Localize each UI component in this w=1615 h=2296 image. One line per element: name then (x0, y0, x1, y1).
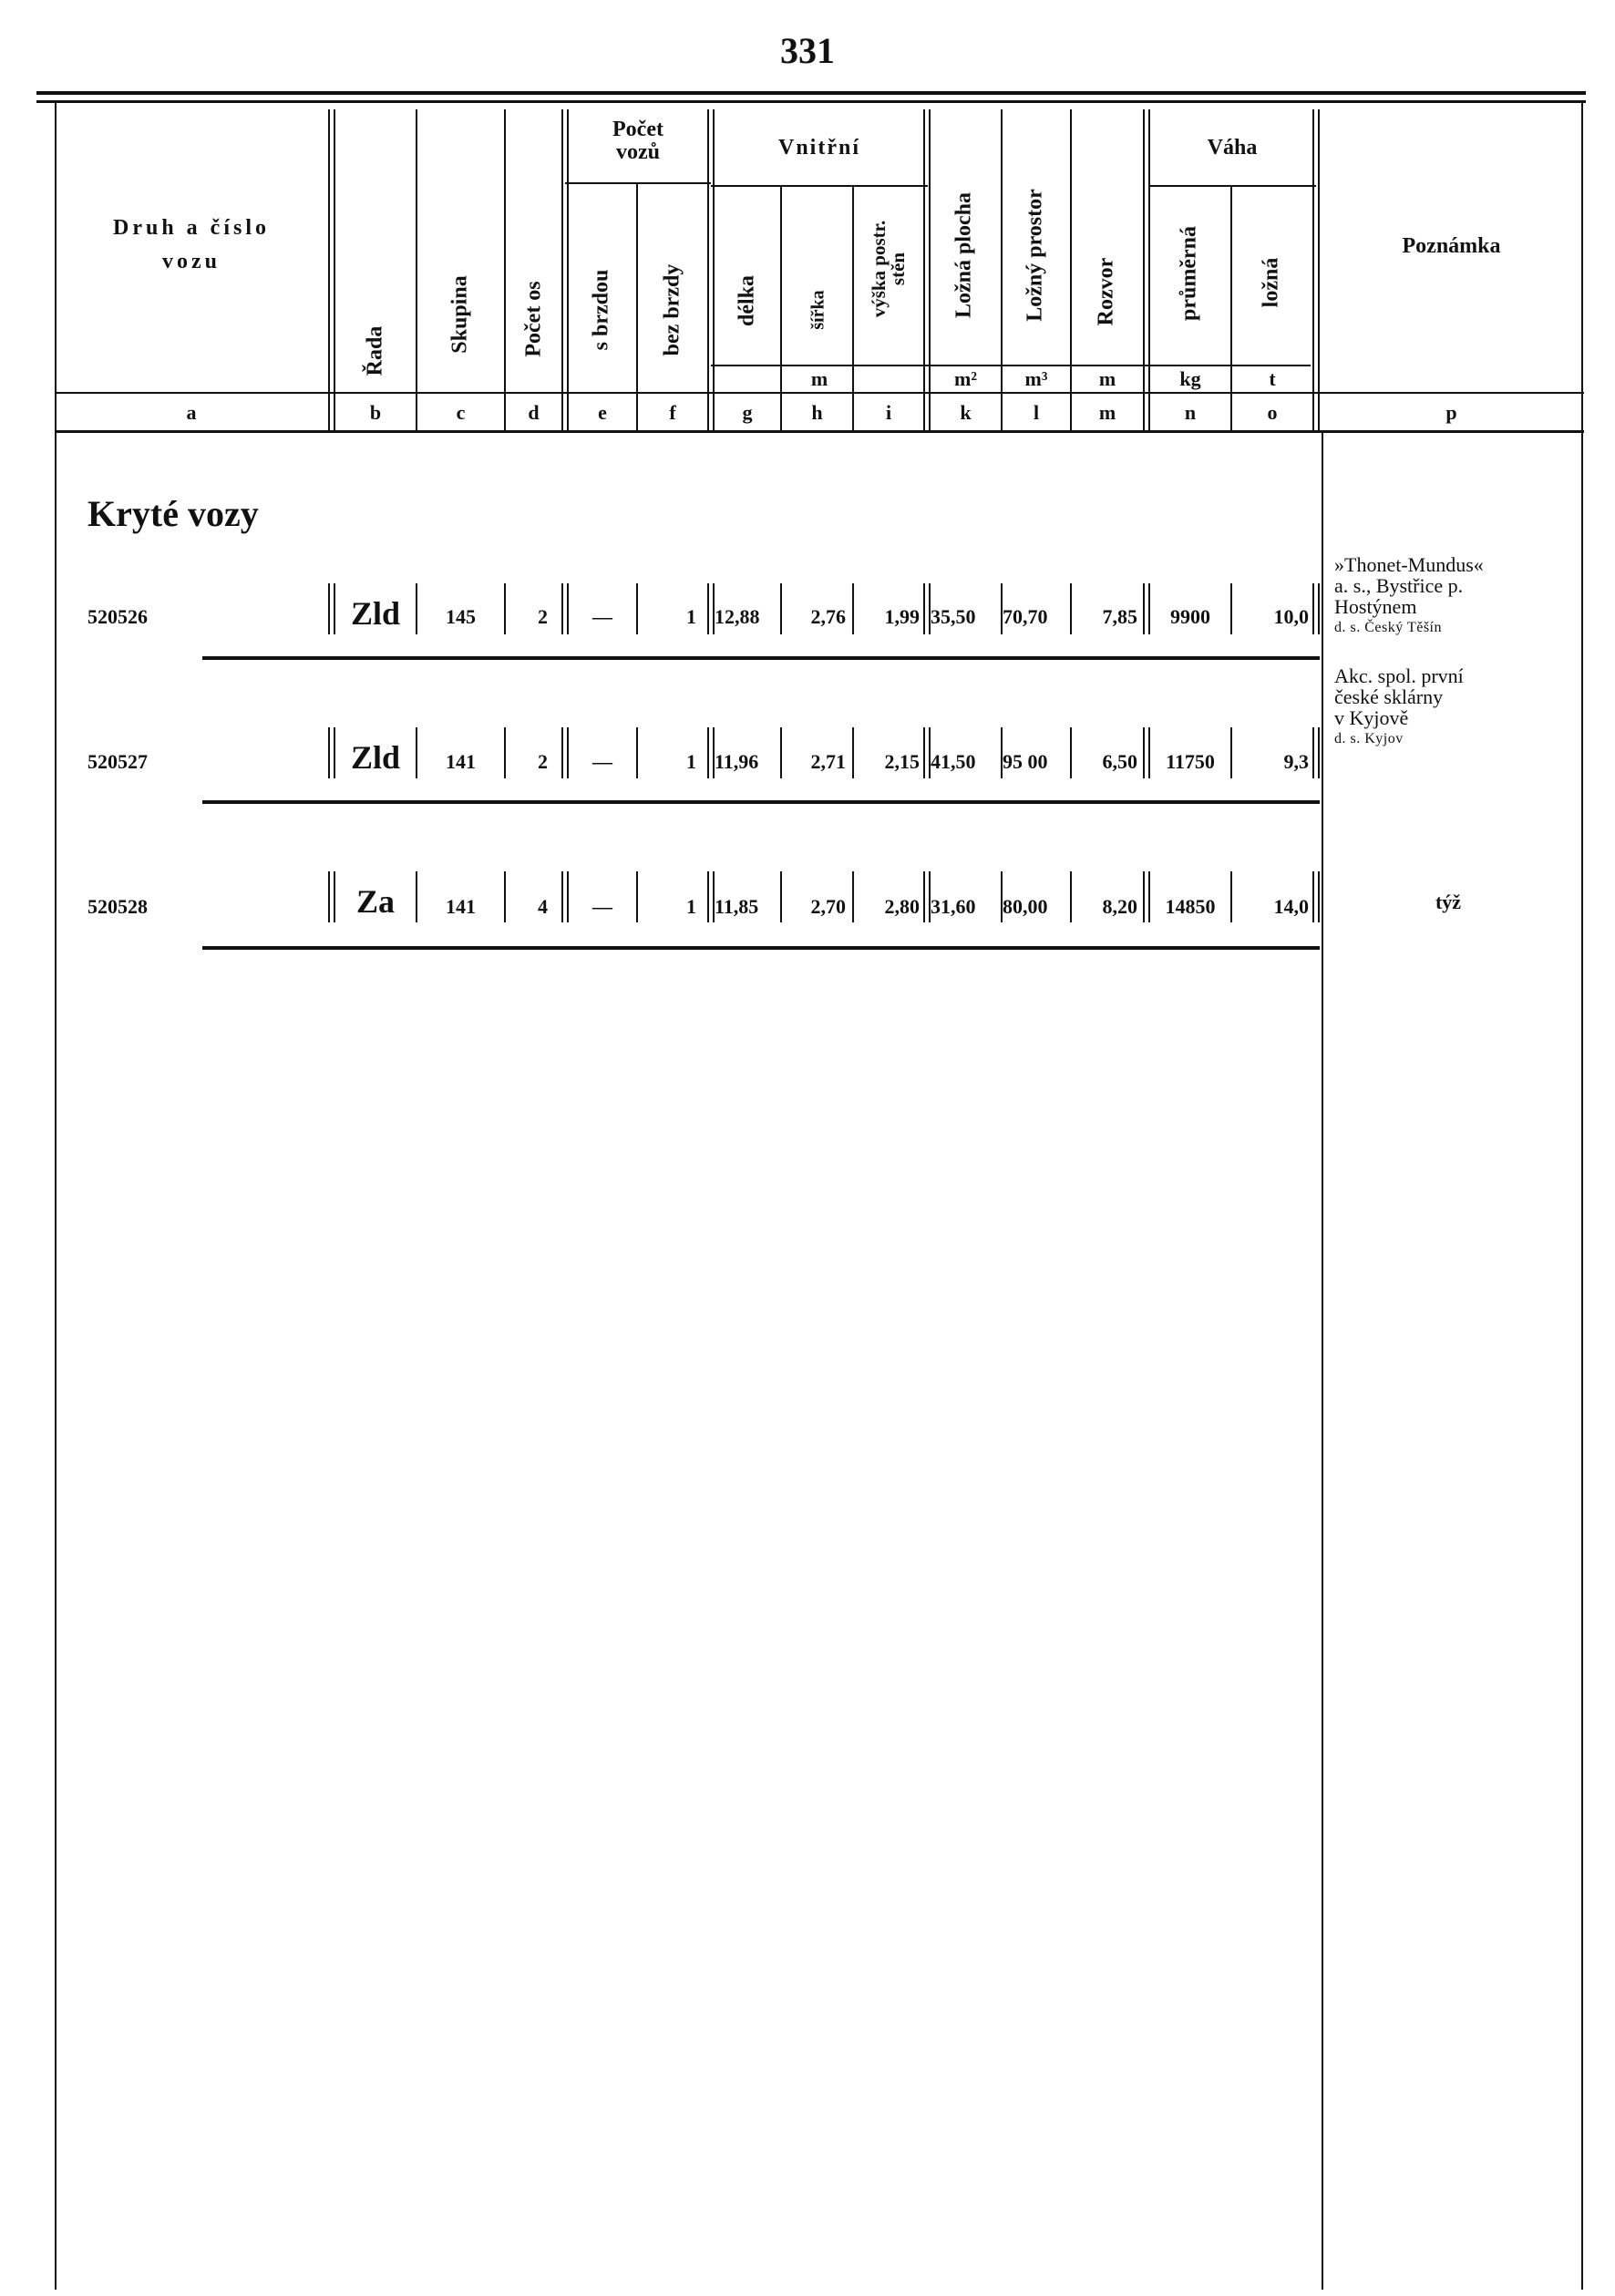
row-id: 520527 (87, 750, 148, 773)
osy: 4 (538, 895, 548, 918)
vline (1143, 109, 1145, 430)
note-2: Akc. spol. první české sklárny v Kyjově d. s. Kyjov (1334, 664, 1464, 747)
row-rule (202, 946, 1320, 950)
sirka: 2,76 (810, 605, 846, 628)
header-pocet-vozu: Počet vozů (612, 118, 663, 165)
vyska: 2,15 (884, 750, 920, 773)
note-3: týž (1435, 891, 1462, 913)
bez-brzdy: 1 (686, 750, 696, 773)
header-druh: Druh a číslo vozu (112, 216, 270, 274)
unit-vnitrni: m (810, 367, 828, 390)
vyska: 2,80 (884, 895, 920, 918)
rule-units (711, 365, 1311, 366)
row-id: 520528 (87, 895, 148, 918)
header-vaha: Váha (1207, 136, 1258, 160)
lozna: 10,0 (1273, 605, 1309, 628)
delka: 11,85 (715, 895, 759, 918)
rozvor: 7,85 (1102, 605, 1137, 628)
vline (852, 185, 854, 430)
vline (561, 109, 563, 430)
header-sirka: šířka (808, 290, 828, 330)
header-skupina: Skupina (447, 275, 472, 354)
section-title: Kryté vozy (87, 493, 259, 534)
vline (328, 109, 330, 430)
skupina: 141 (446, 750, 476, 773)
unit-lozna: t (1269, 367, 1276, 390)
bez-brzdy: 1 (686, 895, 696, 918)
letter-d: d (528, 401, 540, 424)
vline (504, 109, 506, 430)
s-brzdou: — (592, 895, 612, 918)
letter-i: i (885, 401, 892, 424)
prostor: 80,00 (1003, 895, 1048, 918)
skupina: 145 (446, 605, 476, 628)
header-s-brzdou: s brzdou (589, 269, 613, 351)
plocha: 31,60 (931, 895, 976, 918)
rule-letters-bottom (55, 430, 1584, 433)
vyska: 1,99 (884, 605, 920, 628)
letter-b: b (369, 401, 382, 424)
vline (707, 109, 709, 430)
page-number: 331 (780, 30, 835, 71)
row-rule (202, 800, 1320, 804)
unit-prostor: m³ (1024, 367, 1048, 390)
top-rule-1 (36, 91, 1586, 95)
vline (334, 109, 335, 430)
header-delka: délka (735, 274, 759, 327)
letter-o: o (1267, 401, 1278, 424)
plocha: 35,50 (931, 605, 976, 628)
unit-plocha: m² (954, 367, 977, 390)
sirka: 2,71 (810, 750, 846, 773)
delka: 12,88 (715, 605, 760, 628)
letter-l: l (1033, 401, 1040, 424)
rozvor: 8,20 (1102, 895, 1137, 918)
header-vnitrni: Vnitřní (777, 136, 860, 160)
header-lozny-prostor: Ložný prostor (1023, 189, 1047, 322)
letter-e: e (598, 401, 607, 424)
rule-vaha (1148, 185, 1316, 187)
unit-rozvor: m (1098, 367, 1116, 390)
vline (780, 185, 782, 430)
rada: Zld (350, 595, 401, 632)
rada: Zld (350, 739, 401, 776)
header-vyska: výška postr. stěn (868, 220, 909, 318)
plocha: 41,50 (931, 750, 976, 773)
letter-a: a (186, 401, 197, 424)
letter-g: g (742, 401, 753, 424)
header-poznamka: Poznámka (1402, 234, 1501, 258)
header-bez-brzdy: bez brzdy (660, 263, 684, 356)
header-pocet-os: Počet os (521, 281, 546, 357)
vline (636, 182, 638, 430)
letter-h: h (811, 401, 823, 424)
lozna: 9,3 (1283, 750, 1309, 773)
s-brzdou: — (592, 605, 612, 628)
row-rule (202, 656, 1320, 660)
delka: 11,96 (715, 750, 759, 773)
osy: 2 (538, 605, 548, 628)
header-lozna: ložná (1259, 257, 1283, 308)
rule-header-bottom (55, 392, 1584, 394)
skupina: 141 (446, 895, 476, 918)
header-prumerna: průměrná (1177, 226, 1201, 321)
row-id: 520526 (87, 605, 148, 628)
unit-prumerna: kg (1179, 367, 1201, 390)
letter-k: k (960, 401, 972, 424)
vline (1230, 185, 1232, 430)
letter-f: f (669, 401, 676, 424)
osy: 2 (538, 750, 548, 773)
letter-n: n (1184, 401, 1197, 424)
note-1: »Thonet-Mundus« a. s., Bystřice p. Hostýnem d. s. Český Těšín (1334, 553, 1484, 636)
header-lozna-plocha: Ložná plocha (952, 191, 976, 319)
poznamka-border (1322, 430, 1323, 2290)
s-brzdou: — (592, 750, 612, 773)
vline (1318, 109, 1320, 430)
letter-m: m (1098, 401, 1116, 424)
rozvor: 6,50 (1102, 750, 1137, 773)
header-rozvor: Rozvor (1094, 257, 1118, 326)
rule-vnitrni (711, 185, 928, 187)
prostor: 70,70 (1003, 605, 1048, 628)
prumerna: 14850 (1165, 895, 1216, 918)
top-rule-2 (36, 100, 1586, 103)
sirka: 2,70 (810, 895, 846, 918)
rule-pocet-vozu (565, 182, 711, 184)
prumerna: 11750 (1166, 750, 1215, 773)
rada: Za (355, 883, 395, 920)
letter-p: p (1445, 401, 1457, 424)
header-rada: Řada (363, 325, 387, 376)
prumerna: 9900 (1170, 605, 1210, 628)
vline (416, 109, 417, 430)
bez-brzdy: 1 (686, 605, 696, 628)
letter-c: c (456, 401, 466, 424)
prostor: 95 00 (1003, 750, 1048, 773)
lozna: 14,0 (1273, 895, 1309, 918)
